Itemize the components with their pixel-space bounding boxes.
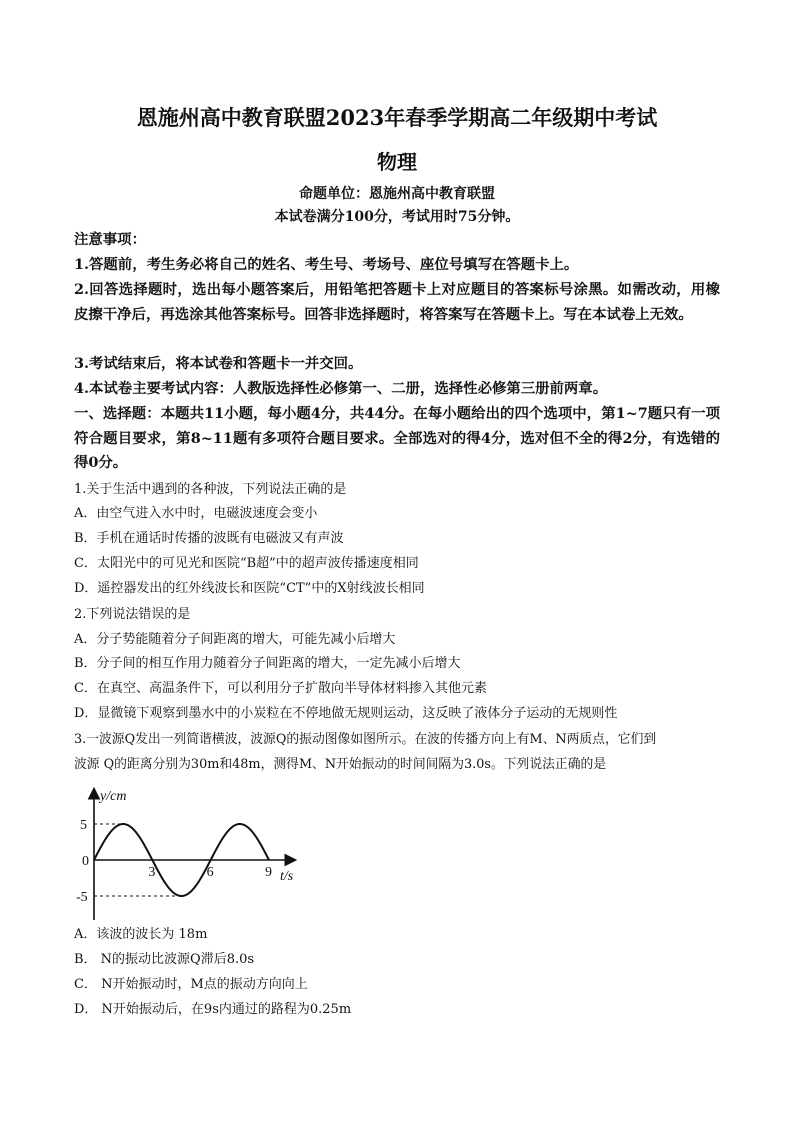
q3-option-d: D． N开始振动后，在9s内通过的路程为0.25m bbox=[74, 1002, 352, 1017]
q3-stem-line-1: 3.一波源Q发出一列简谐横波，波源Q的振动图像如图所示。在波的传播方向上有M、N两质点，它们到 bbox=[74, 732, 657, 747]
time-line: 本试卷满分100分，考试用时75分钟。 bbox=[274, 209, 520, 225]
q2-stem: 2.下列说法错误的是 bbox=[74, 607, 191, 622]
x-tick-label: 6 bbox=[206, 865, 214, 880]
notice-item-2: 2.回答选择题时，选出每小题答案后，用铅笔把答题卡上对应题目的答案标号涂黑。如需改动，用橡皮擦干净后，再选涂其他答案标号。回答非选择题时，将答案写在答题卡上。写在本试卷上无效。 bbox=[74, 281, 720, 323]
q1-option-a: A．由空气进入水中时，电磁波速度会变小 bbox=[74, 506, 318, 521]
x-axis-label: t/s bbox=[280, 869, 294, 884]
q3-option-b: B． N的振动比波源Q滞后8.0s bbox=[74, 952, 255, 967]
y-tick-label: 5 bbox=[80, 818, 87, 833]
notice-item-4: 4.本试卷主要考试内容：人教版选择性必修第一、二册，选择性必修第三册前两章。 bbox=[74, 380, 608, 397]
q3-option-c: C． N开始振动时，M点的振动方向向上 bbox=[74, 977, 308, 992]
q1-option-b: B．手机在通话时传播的波既有电磁波又有声波 bbox=[74, 531, 344, 546]
q2-option-d: D．显微镜下观察到墨水中的小炭粒在不停地做无规则运动，这反映了液体分子运动的无规则性 bbox=[74, 706, 618, 721]
x-tick-label: 9 bbox=[265, 865, 272, 880]
q1-option-c: C．太阳光中的可见光和医院“B超”中的超声波传播速度相同 bbox=[74, 556, 419, 571]
q1-option-d: D．遥控器发出的红外线波长和医院“CT”中的X射线波长相同 bbox=[74, 581, 425, 596]
q2-option-c: C．在真空、高温条件下，可以利用分子扩散向半导体材料掺入其他元素 bbox=[74, 681, 487, 696]
section-1-intro: 一、选择题：本题共11小题，每小题4分，共44分。在每小题给出的四个选项中，第1~7题只有一项符合题目要求，第8~11题有多项符合题目要求。全部选对的得4分，选对但不全的得2分，有选错的得0分。 bbox=[74, 405, 720, 471]
notice-item-3: 3.考试结束后，将本试卷和答题卡一并交回。 bbox=[74, 355, 363, 372]
x-tick-label: 3 bbox=[148, 865, 156, 880]
vibration-graph bbox=[74, 784, 314, 924]
notice-item-1: 1.答题前，考生务必将自己的姓名、考生号、考场号、座位号填写在答题卡上。 bbox=[74, 256, 579, 273]
q3-stem-line-2: 波源 Q的距离分别为30m和48m，测得M、N开始振动的时间间隔为3.0s。下列说法正确的是 bbox=[74, 757, 607, 772]
q3-option-a: A．该波的波长为 18m bbox=[74, 927, 208, 942]
author-line: 命题单位：恩施州高中教育联盟 bbox=[299, 186, 495, 202]
y-tick-label: -5 bbox=[76, 890, 88, 905]
q2-option-a: A．分子势能随着分子间距离的增大，可能先减小后增大 bbox=[74, 632, 396, 647]
q1-stem: 1.关于生活中遇到的各种波，下列说法正确的是 bbox=[74, 482, 347, 497]
y-tick-label: 0 bbox=[82, 854, 89, 869]
y-axis-label: y/cm bbox=[100, 789, 127, 804]
exam-title: 恩施州高中教育联盟2023年春季学期高二年级期中考试 bbox=[136, 105, 658, 130]
notice-heading: 注意事项： bbox=[74, 231, 146, 248]
subject-title: 物理 bbox=[377, 150, 417, 174]
q2-option-b: B．分子间的相互作用力随着分子间距离的增大，一定先减小后增大 bbox=[74, 656, 461, 671]
